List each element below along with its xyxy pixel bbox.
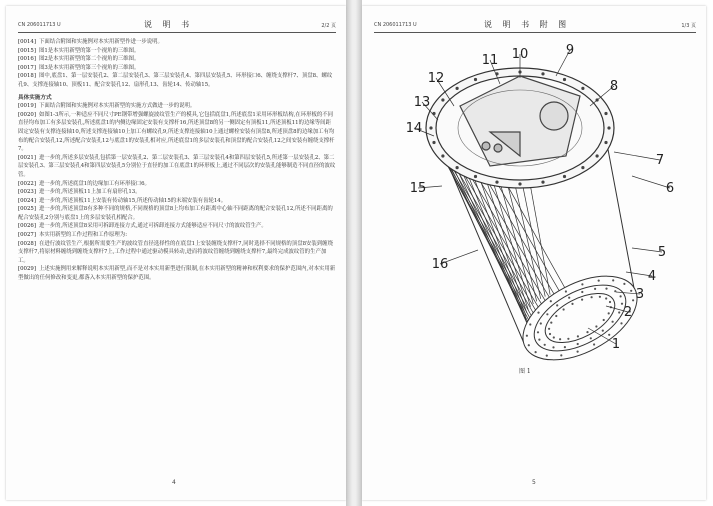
paragraph (18, 231, 336, 240)
page-index: 1/3 页 (681, 23, 696, 29)
mounting-hole (529, 323, 531, 325)
mounting-hole (598, 280, 600, 282)
mounting-hole (602, 330, 604, 332)
mounting-hole (581, 283, 583, 285)
paragraph-text: 进一步的,所述多层安装孔包括第一层安装孔2、第二层安装孔3、第三层安装孔4和第四层安装孔5,所述第一层安装孔2、第二层安装孔3、第三层安装孔4和第四层安装孔5分别位于直径的加工在底盘1的环形板上,通过不同层次的安装孔能够制造不同直径的波纹管。 (18, 154, 336, 178)
paragraph-number: [0017] (18, 64, 36, 71)
leader-line (632, 176, 670, 188)
paragraph (18, 47, 336, 56)
mounting-hole (620, 295, 622, 297)
patent-number: CN 206011713 U (18, 22, 61, 28)
paragraph-text: 进一步的,所述顶板11上安装有传动轴15,所述传动轴15的末端安装有齿轮14。 (38, 197, 227, 204)
mounting-hole (538, 339, 540, 341)
mounting-hole (567, 338, 569, 340)
mounting-hole (608, 334, 610, 336)
paragraph-text: 图中,底盘1、第一层安装孔2、第二层安装孔3、第三层安装孔4、第四层安装孔5、环形接口6、缠绕支撑杆7、顶盘8、螺纹孔9、支撑连接轴10、顶板11、配合安装孔12、扇形孔13、齿轮14、传动轴15。 (18, 73, 333, 88)
mounting-hole (599, 296, 601, 298)
callout-number: 12 (427, 71, 445, 86)
mounting-hole (604, 141, 607, 144)
mounting-hole (586, 331, 588, 333)
mounting-hole (568, 297, 570, 299)
mounting-hole (541, 72, 544, 75)
mounting-hole (560, 354, 562, 356)
mounting-hole (555, 315, 557, 317)
paragraph (18, 154, 336, 180)
callout-number: 9 (565, 43, 575, 58)
paragraph-number: [0018] (18, 73, 36, 80)
paragraph (18, 197, 336, 206)
page-title: 说 明 书 (144, 20, 194, 29)
paragraph-text: 进一步的,所述底盘1的边缘加工有环形接口6。 (38, 180, 150, 187)
mounting-hole (540, 322, 542, 324)
mounting-hole (603, 319, 605, 321)
mounting-hole (474, 175, 477, 178)
paragraph-text: 进一步的,所述顶板11上加工有扇形孔13。 (38, 189, 141, 196)
mounting-hole (546, 355, 548, 357)
paragraph-text: 图2是本实用新型的第二个视角的三维图。 (38, 56, 140, 63)
mounting-hole (620, 322, 622, 324)
description-text (18, 38, 336, 283)
paragraph-text: 图1是本实用新型的第一个视角的三维图。 (38, 47, 140, 54)
mounting-hole (607, 126, 610, 129)
right-page (362, 6, 706, 500)
mounting-hole (595, 325, 597, 327)
mounting-hole (581, 291, 583, 293)
paragraph-group-top (18, 38, 336, 90)
mounting-hole (552, 346, 554, 348)
paragraph (18, 205, 336, 222)
paragraph-text: 下面结合附图和实施例对本实用新型作进一步说明。 (38, 39, 163, 45)
mounting-hole (556, 304, 558, 306)
mounting-hole (550, 300, 552, 302)
mounting-hole (553, 336, 555, 338)
callout-number: 10 (511, 47, 529, 62)
paragraph (18, 265, 336, 282)
mounting-hole (577, 343, 579, 345)
mounting-hole (632, 299, 634, 301)
callout-number: 15 (409, 181, 427, 196)
mounting-hole (441, 154, 444, 157)
paragraph (18, 188, 336, 197)
mounting-hole (549, 333, 551, 335)
mounting-hole (630, 290, 632, 292)
page-number: 5 (532, 479, 536, 486)
paragraph-number: [0026] (18, 223, 36, 230)
mounting-hole (546, 313, 548, 315)
mounting-hole (605, 297, 607, 299)
header-rule (374, 32, 696, 33)
callout-number: 14 (405, 121, 423, 136)
mounting-hole (605, 288, 607, 290)
mounting-hole (571, 303, 573, 305)
callout-number: 13 (413, 95, 431, 110)
mounting-hole (535, 351, 537, 353)
paragraph (18, 38, 336, 47)
paragraph-number: [0023] (18, 189, 36, 196)
mounting-hole (526, 335, 528, 337)
mounting-hole (609, 301, 611, 303)
mounting-hole (559, 338, 561, 340)
mounting-hole (590, 337, 592, 339)
page-number: 4 (172, 479, 176, 486)
paragraph (18, 180, 336, 189)
mounting-hole (581, 299, 583, 301)
paragraph-number: [0028] (18, 240, 36, 247)
paragraph (18, 111, 336, 154)
mounting-hole (608, 312, 610, 314)
mounting-hole (456, 87, 459, 90)
callout-number: 5 (657, 245, 667, 260)
mounting-hole (563, 308, 565, 310)
paragraph (18, 222, 336, 231)
patent-drawing-figure-1 (370, 36, 698, 361)
paragraph (18, 55, 336, 64)
paragraph-text: 下面结合附图和实施例对本实用新型的实施方式做进一步的说明。 (38, 103, 196, 110)
paragraph (18, 72, 336, 89)
header-rule (18, 32, 336, 33)
callout-number: 2 (623, 305, 633, 320)
mounting-hole (474, 78, 477, 81)
mounting-hole (581, 166, 584, 169)
mounting-hole (621, 303, 623, 305)
paragraph (18, 64, 336, 73)
mounting-hole (604, 112, 607, 115)
mounting-hole (563, 175, 566, 178)
page-index: 2/2 页 (321, 23, 336, 29)
paragraph-number: [0027] (18, 232, 36, 239)
mounting-hole (456, 166, 459, 169)
mounting-hole (537, 331, 539, 333)
mounting-hole (594, 288, 596, 290)
mounting-hole (548, 328, 550, 330)
paragraph-text: 进一步的,所述顶盘8采用可拆卸连接方式,通过可拆卸连接方式能够适应不同尺寸的波纹管生产。 (38, 223, 267, 230)
mounting-hole (544, 344, 546, 346)
mounting-hole (565, 290, 567, 292)
mounting-hole (429, 126, 432, 129)
callout-number: 1 (611, 337, 621, 352)
paragraph-number: [0025] (18, 206, 36, 213)
paragraph-number: [0015] (18, 47, 36, 54)
paragraph-text: 上述实施例用来解释说明本实用新型,而不是对本实用新型进行限制,在本实用新型的精神和权利要求的保护范围内,对本实用新型做出的任何修改和变更,都落入本实用新型的保护范围。 (18, 266, 336, 282)
callout-number: 16 (431, 257, 449, 272)
mounting-hole (564, 346, 566, 348)
paragraph-group-bottom (18, 102, 336, 282)
top-plate (426, 68, 614, 188)
left-page (6, 6, 346, 500)
callout-number: 3 (635, 287, 645, 302)
leader-line (614, 152, 660, 160)
callout-number: 8 (609, 79, 619, 94)
mounting-hole (563, 78, 566, 81)
mounting-hole (577, 351, 579, 353)
paragraph-number: [0019] (18, 103, 36, 110)
mounting-hole (495, 181, 498, 184)
callout-number: 6 (665, 181, 675, 196)
mounting-hole (577, 335, 579, 337)
callout-number: 11 (481, 53, 499, 68)
paragraph-number: [0022] (18, 180, 36, 187)
paragraph-text: 进一步的,所述顶盘8有多种不同的规格,不同规格的顶盘8上均布加工有距离中心轴不同距离的配合安装孔12,所述不同距离的配合安装孔2分别与底盘1上的多层安装孔相配合。 (18, 206, 333, 221)
paragraph-number: [0024] (18, 197, 36, 204)
paragraph-number: [0029] (18, 266, 36, 273)
paragraph-number: [0014] (18, 39, 36, 45)
paragraph-number: [0016] (18, 56, 36, 63)
mounting-hole (623, 283, 625, 285)
mounting-hole (432, 141, 435, 144)
section-title: 具体实施方式 (18, 94, 52, 101)
mounting-hole (591, 296, 593, 298)
mounting-hole (550, 322, 552, 324)
mounting-hole (596, 154, 599, 157)
mounting-hole (541, 181, 544, 184)
mounting-hole (528, 344, 530, 346)
paragraph (18, 240, 336, 266)
paragraph-text: 在进行波纹管生产,根据所需要生产的波纹管直径选择性的在底盘1上安装缠绕支撑杆7,同时选择不同规格的顶盘8安装到缠绕支撑杆7,将原材料缠绕到缠绕支撑杆7上,工作过程中通过驱动模具转动,进而将波纹管缠绕到缠绕支撑杆7,最终完成波纹管的生产加工。 (18, 240, 333, 264)
mounting-hole (593, 343, 595, 345)
mounting-hole (581, 87, 584, 90)
book-gutter (346, 0, 362, 506)
mounting-hole (518, 182, 521, 185)
mounting-hole (612, 321, 614, 323)
callout-number: 4 (647, 269, 657, 284)
paragraph-text: 图3是本实用新型的第三个视角的三维图。 (38, 64, 140, 71)
patent-number: CN 206011713 U (374, 22, 417, 28)
paragraph-number: [0020] (18, 111, 36, 118)
mounting-hole (537, 312, 539, 314)
paragraph (18, 102, 336, 111)
paragraph-number: [0021] (18, 154, 36, 161)
paragraph-text: 如图1-3所示,一种适应不同尺寸PE钢带增强螺旋波纹管生产的模具,它包括底盘1,所述底盘1采用环形板结构,在环形板的不同直径均布加工有多层安装孔,所述底盘1的内侧边缘固定安装有支撑杆16,所述顶盘8的另一侧固定有顶板11,所述顶板11的边缘等间距固定安装有支撑连接轴10,所述支撑连接轴10上加工有螺纹孔9,所述支撑连接轴10上通过螺栓安装有顶盘8,所述顶盘8的边缘加工有均布的配合安装孔12,所述配合安装孔12与底盘1的安装孔相对应,所述底盘1的多层安装孔和顶盘的配合安装孔12之间安装有缠绕支撑杆7。 (18, 111, 335, 153)
mounting-hole (612, 279, 614, 281)
mounting-hole (618, 311, 620, 313)
callout-number: 7 (655, 153, 665, 168)
mounting-hole (441, 98, 444, 101)
page-title: 说 明 书 附 图 (484, 20, 571, 29)
paragraph-text: 本实用新型的工作过程和工作原理为: (38, 232, 128, 239)
figure-caption: 图 1 (519, 368, 531, 375)
